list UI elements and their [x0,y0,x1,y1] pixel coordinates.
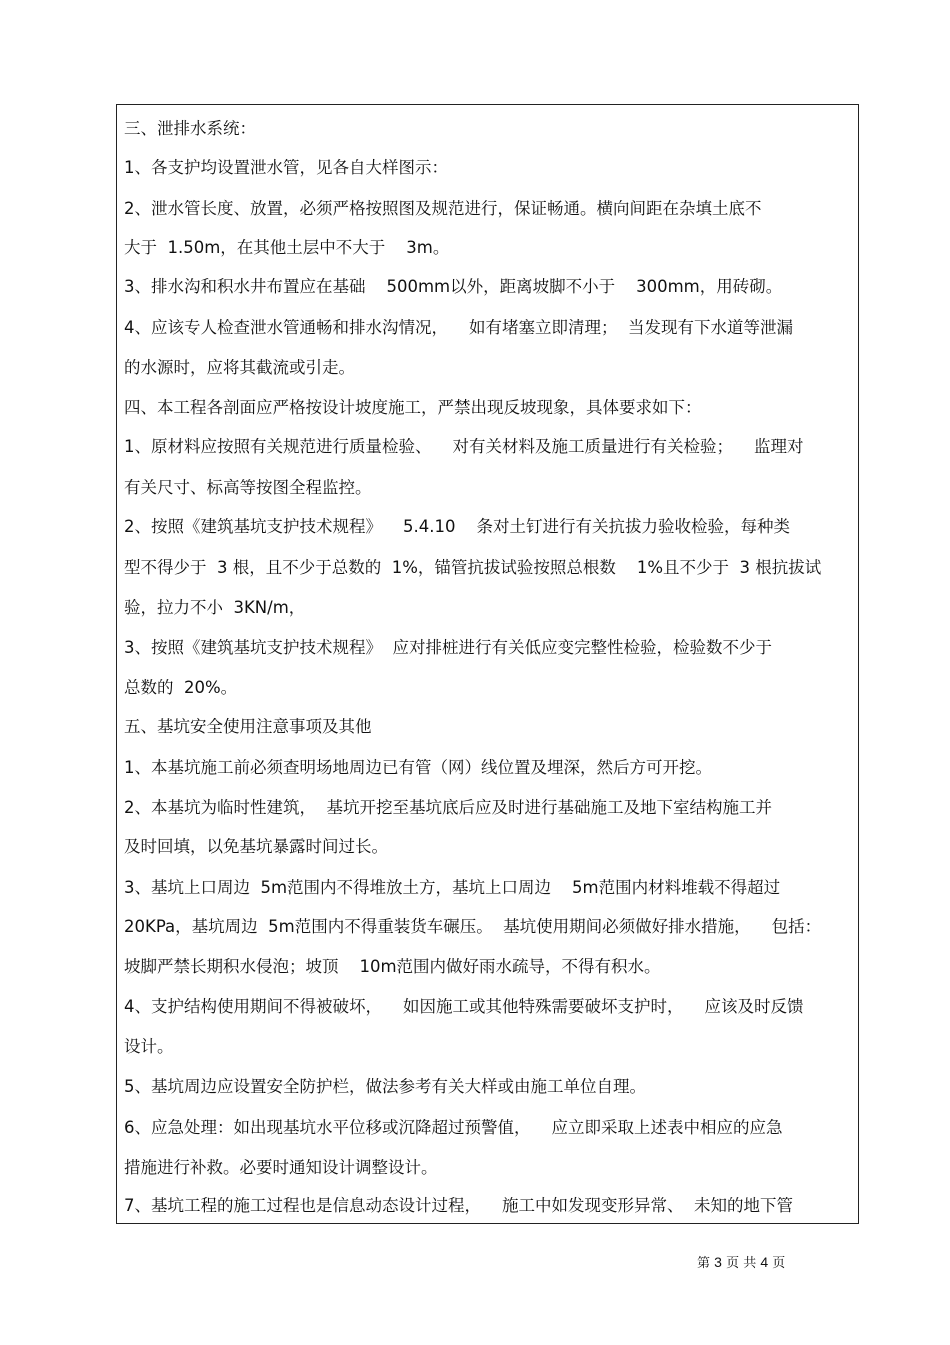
text-line: 措施进行补救。必要时通知设计调整设计。 [124,1158,438,1177]
text-line: 三、泄排水系统： [124,119,256,138]
text-line: 及时回填，以免基坑暴露时间过长。 [124,837,388,856]
text-line: 3、按照《建筑基坑支护技术规程》 应对排桩进行有关低应变完整性检验，检验数不少于 [124,638,772,657]
text-line: 有关尺寸、标高等按图全程监控。 [124,478,372,497]
text-line: 2、泄水管长度、放置，必须严格按照图及规范进行，保证畅通。横向间距在杂填土底不 [124,199,762,218]
text-line: 四、本工程各剖面应严格按设计坡度施工，严禁出现反坡现象，具体要求如下： [124,398,702,417]
text-line: 坡脚严禁长期积水侵泡；坡顶 10m范围内做好雨水疏导，不得有积水。 [124,957,661,976]
text-line: 2、按照《建筑基坑支护技术规程》 5.4.10 条对土钉进行有关抗拔力验收检验，每种类 [124,517,790,536]
text-line: 4、支护结构使用期间不得被破坏， 如因施工或其他特殊需要破坏支护时， 应该及时反馈 [124,997,804,1016]
text-line: 2、本基坑为临时性建筑， 基坑开挖至基坑底后应及时进行基础施工及地下室结构施工并 [124,798,772,817]
text-line: 验，拉力不小 3KN/m， [124,598,306,617]
footer-suffix: 页 [768,1256,786,1271]
text-line: 6、应急处理：如出现基坑水平位移或沉降超过预警值， 应立即采取上述表中相应的应急 [124,1118,783,1137]
text-line: 五、基坑安全使用注意事项及其他 [124,717,372,736]
text-line: 总数的 20%。 [124,678,238,697]
total-page-count: 4 [760,1254,769,1270]
text-line: 1、原材料应按照有关规范进行质量检验、 对有关材料及施工质量进行有关检验； 监理对 [124,437,804,456]
current-page-number: 3 [714,1254,722,1270]
text-line: 3、排水沟和积水井布置应在基础 500mm以外，距离坡脚不小于 300mm，用砖砌。 [124,277,783,296]
text-line: 20KPa，基坑周边 5m范围内不得重装货车碾压。 基坑使用期间必须做好排水措施， 包括： [124,917,822,936]
text-line: 设计。 [124,1037,174,1056]
footer-middle: 页 共 [721,1256,761,1271]
text-line: 的水源时，应将其截流或引走。 [124,358,355,377]
text-line: 7、基坑工程的施工过程也是信息动态设计过程， 施工中如发现变形异常、 未知的地下管 [124,1196,793,1215]
footer-prefix: 第 [697,1256,715,1271]
text-line: 型不得少于 3 根，且不少于总数的 1%，锚管抗拔试验按照总根数 1%且不少于 3 根抗拔试 [124,558,822,577]
text-line: 4、应该专人检查泄水管通畅和排水沟情况， 如有堵塞立即清理； 当发现有下水道等泄漏 [124,318,793,337]
text-line: 大于 1.50m，在其他土层中不大于 3m。 [124,238,450,257]
text-line: 3、基坑上口周边 5m范围内不得堆放土方，基坑上口周边 5m范围内材料堆载不得超过 [124,878,781,897]
text-line: 5、基坑周边应设置安全防护栏，做法参考有关大样或由施工单位自理。 [124,1077,646,1096]
text-line: 1、各支护均设置泄水管，见各自大样图示： [124,158,448,177]
page-footer [697,1252,785,1271]
content-table-frame [116,104,859,1224]
text-line: 1、本基坑施工前必须查明场地周边已有管（网）线位置及埋深，然后方可开挖。 [124,758,712,777]
